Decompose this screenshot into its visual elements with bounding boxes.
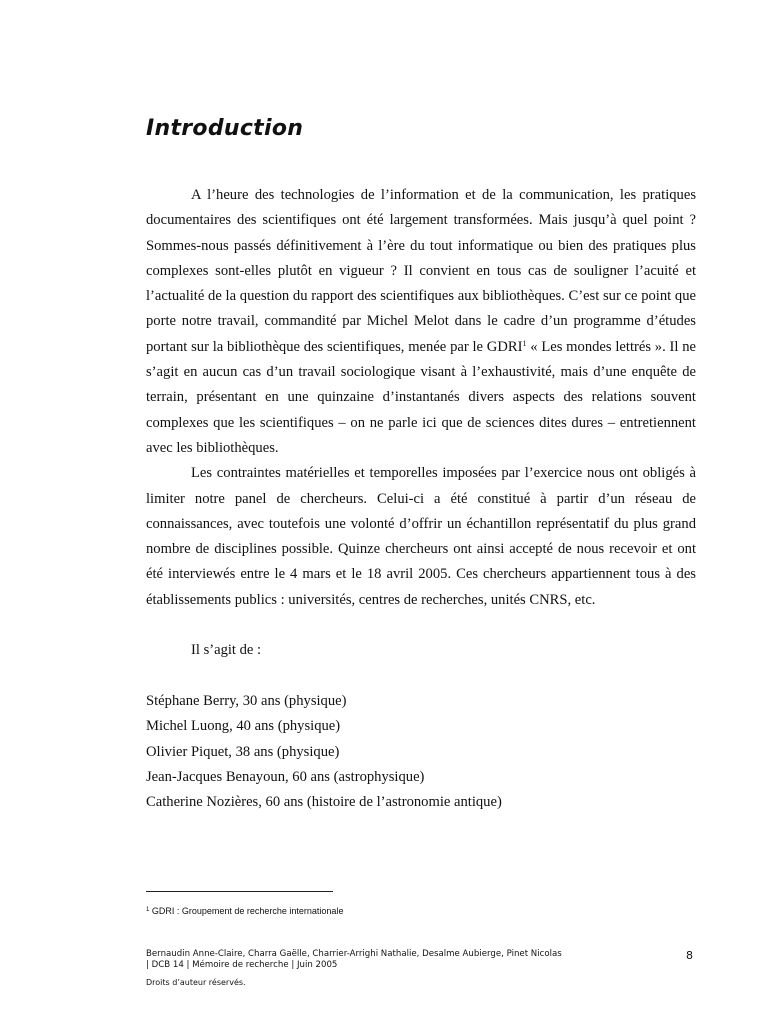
list-item: Stéphane Berry, 30 ans (physique) [146, 692, 347, 709]
intro-paragraph-2: Les contraintes matérielles et temporelles imposées par l’exercice nous ont obligés à limiter notre panel de chercheurs. Celui-ci a été constitué à partir d’un réseau de connaissances, avec toutefois une volonté d’offrir un échantillon représentatif du plus grand nombre de disciplines possible. Quinze chercheurs ont ainsi accepté de nous recevoir et ont été interviewés entre le 4 mars et le 18 avril 2005. Ces chercheurs appartiennent tous à des établissements publics : universités, centres de recherches, unités CNRS, etc. [146, 465, 696, 608]
intro-paragraph-1 [146, 183, 696, 461]
list-item: Olivier Piquet, 38 ans (physique) [146, 743, 340, 760]
body-text [146, 183, 696, 815]
page-title: Introduction [146, 116, 304, 141]
list-intro: Il s’agit de : [191, 642, 262, 659]
footnote [146, 906, 343, 916]
copyright-notice: Droits d’auteur réservés. [146, 978, 246, 987]
footnote-marker: 1 [146, 907, 150, 913]
researcher-list [146, 689, 696, 815]
paragraph-1-text: A l’heure des technologies de l’information et de la communication, les pratiques documentaires des scientifiques ont été largement transformées. Mais jusqu’à quel point ? Sommes-nous passés définitivement à l’ère du tout informatique ou bien des pratiques plus complexes sont-elles plutôt en vigueur ? Il convient en tous cas de souligner l’acuité et l’actualité de la question du rapport des scientifiques aux bibliothèques. C’est sur ce point que porte notre travail, commandité par Michel Melot dans le cadre d’un programme d’études portant sur la bibliothèque des scientifiques, menée par le GDRI [146, 187, 696, 355]
footnote-text: GDRI : Groupement de recherche internationale [149, 906, 344, 916]
list-item: Catherine Nozières, 60 ans (histoire de l’astronomie antique) [146, 794, 502, 811]
list-item: Jean-Jacques Benayoun, 60 ans (astrophysique) [146, 768, 425, 785]
footnote-divider [146, 891, 333, 892]
footer-authors: Bernaudin Anne-Claire, Charra Gaëlle, Charrier-Arrighi Nathalie, Desalme Aubierge, Pinet Nicolas [146, 949, 562, 959]
footnote-reference[interactable]: 1 [522, 338, 527, 348]
page-number: 8 [686, 949, 693, 962]
page-footer [146, 949, 706, 971]
list-item: Michel Luong, 40 ans (physique) [146, 718, 341, 735]
footer-info: | DCB 14 | Mémoire de recherche | Juin 2005 [146, 960, 338, 970]
paragraph-1-text-continued: « Les mondes lettrés ». Il ne s’agit en aucun cas d’un travail sociologique visant à l’exhaustivité, mais d’une enquête de terrain, présentant en une quinzaine d’instantanés divers aspects des relations souvent complexes que les scientifiques – on ne parle ici que de sciences dites dures – entretiennent avec les bibliothèques. [146, 338, 696, 456]
